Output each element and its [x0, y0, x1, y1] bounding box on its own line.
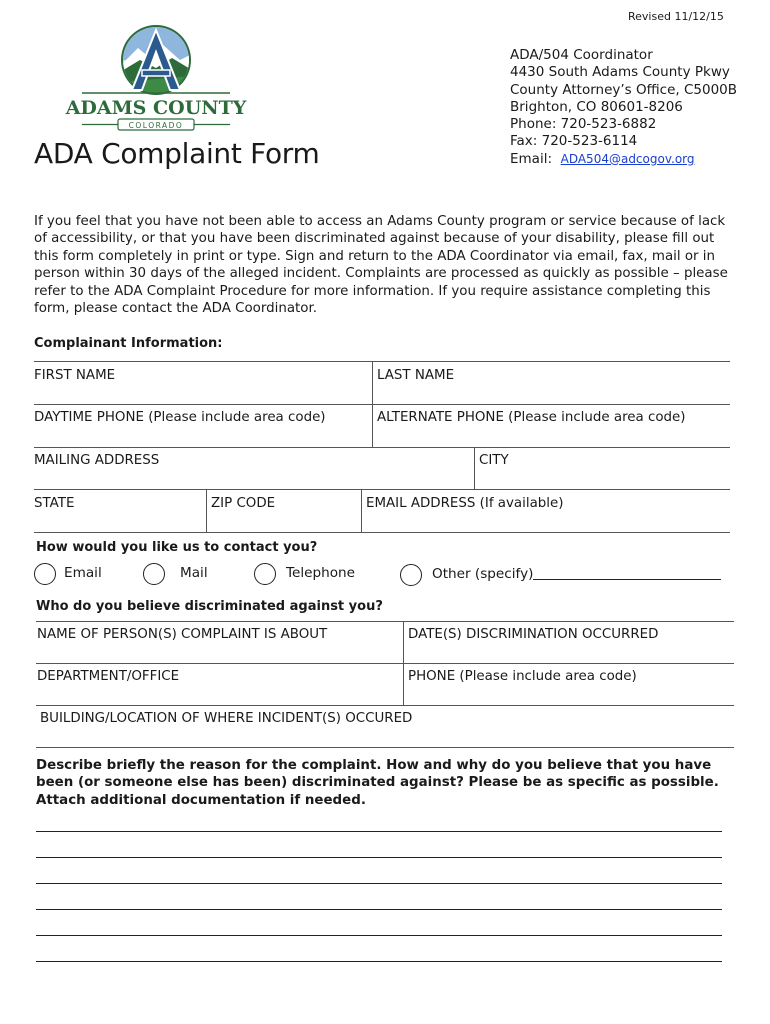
email-radio[interactable] [34, 563, 56, 585]
daytime-phone-label: DAYTIME PHONE (Please include area code) [34, 410, 326, 425]
logo-name: ADAMS COUNTY [65, 97, 247, 119]
building-location-label: BUILDING/LOCATION OF WHERE INCIDENT(S) OCCURED [40, 711, 413, 726]
mail-radio-label: Mail [180, 565, 208, 581]
divider [372, 362, 373, 404]
zip-code-label: ZIP CODE [211, 496, 276, 511]
mail-radio[interactable] [143, 563, 165, 585]
discriminator-heading: Who do you believe discriminated against you? [36, 599, 383, 614]
divider [372, 405, 373, 447]
revised-date: Revised 11/12/15 [628, 10, 724, 23]
other-specify-field[interactable] [533, 579, 721, 580]
contact-heading: How would you like us to contact you? [36, 540, 318, 555]
email-label: Email: [510, 150, 553, 167]
coordinator-line: County Attorney’s Office, C5000B [510, 81, 738, 98]
email-radio-label: Email [64, 565, 102, 581]
divider [34, 361, 730, 362]
city-label: CITY [479, 453, 509, 468]
description-line[interactable] [36, 857, 722, 858]
mailing-address-label: MAILING ADDRESS [34, 453, 160, 468]
telephone-radio[interactable] [254, 563, 276, 585]
first-name-label: FIRST NAME [34, 368, 116, 383]
dates-label: DATE(S) DISCRIMINATION OCCURRED [408, 627, 659, 642]
form-title: ADA Complaint Form [34, 137, 320, 170]
divider [403, 622, 404, 706]
coordinator-line: Phone: 720-523-6882 [510, 116, 657, 133]
email-address-label: EMAIL ADDRESS (If available) [366, 496, 564, 511]
coordinator-line: Fax: 720-523-6114 [510, 133, 638, 150]
description-line[interactable] [36, 909, 722, 910]
telephone-radio-label: Telephone [286, 565, 356, 581]
adams-county-logo [65, 24, 247, 134]
divider [36, 621, 734, 622]
coordinator-email-line [510, 151, 737, 168]
coordinator-line: 4430 South Adams County Pkwy [510, 64, 730, 81]
discriminator-phone-label: PHONE (Please include area code) [408, 669, 637, 684]
state-field[interactable] [34, 532, 730, 533]
coordinator-line: ADA/504 Coordinator [510, 47, 653, 63]
first-name-field[interactable] [34, 404, 730, 405]
department-label: DEPARTMENT/OFFICE [37, 669, 180, 684]
mailing-address-field[interactable] [34, 489, 730, 490]
alternate-phone-label: ALTERNATE PHONE (Please include area code) [377, 410, 686, 425]
description-line[interactable] [36, 961, 722, 962]
department-field[interactable] [36, 705, 734, 706]
coordinator-contact-block [510, 47, 737, 168]
description-line[interactable] [36, 883, 722, 884]
other-radio-label: Other (specify) [432, 566, 534, 582]
coordinator-line: Brighton, CO 80601-8206 [510, 98, 683, 115]
person-name-field[interactable] [36, 663, 734, 664]
divider [361, 490, 362, 532]
logo-subtitle: COLORADO [128, 121, 184, 130]
description-line[interactable] [36, 831, 722, 832]
coordinator-email-link[interactable]: ADA504@adcogov.org [560, 151, 695, 166]
complainant-heading: Complainant Information: [34, 336, 223, 351]
building-location-field[interactable] [36, 747, 734, 748]
intro-paragraph: If you feel that you have not been able to access an Adams County program or service because of lack of accessibility, or that you have been discriminated against because of your disability, please fill out this form completely in print or type. Sign and return to the ADA Coordinator via email, fax, mail or in person within 30 days of the alleged incident. Complaints are processed as quickly as possible – please refer to the ADA Complaint Procedure for more information. If you require assistance completing this form, please contact the ADA Coordinator. [34, 214, 728, 317]
daytime-phone-field[interactable] [34, 447, 730, 448]
complaint-description-prompt: Describe briefly the reason for the complaint. How and why do you believe that you have been (or someone else has been) discriminated against? Please be as specific as possible. Attach additional documentation if needed. [36, 758, 719, 808]
divider [206, 490, 207, 532]
last-name-label: LAST NAME [377, 368, 455, 383]
person-name-label: NAME OF PERSON(S) COMPLAINT IS ABOUT [37, 627, 328, 642]
description-line[interactable] [36, 935, 722, 936]
divider [474, 448, 475, 490]
other-radio[interactable] [400, 564, 422, 586]
state-label: STATE [34, 496, 75, 511]
